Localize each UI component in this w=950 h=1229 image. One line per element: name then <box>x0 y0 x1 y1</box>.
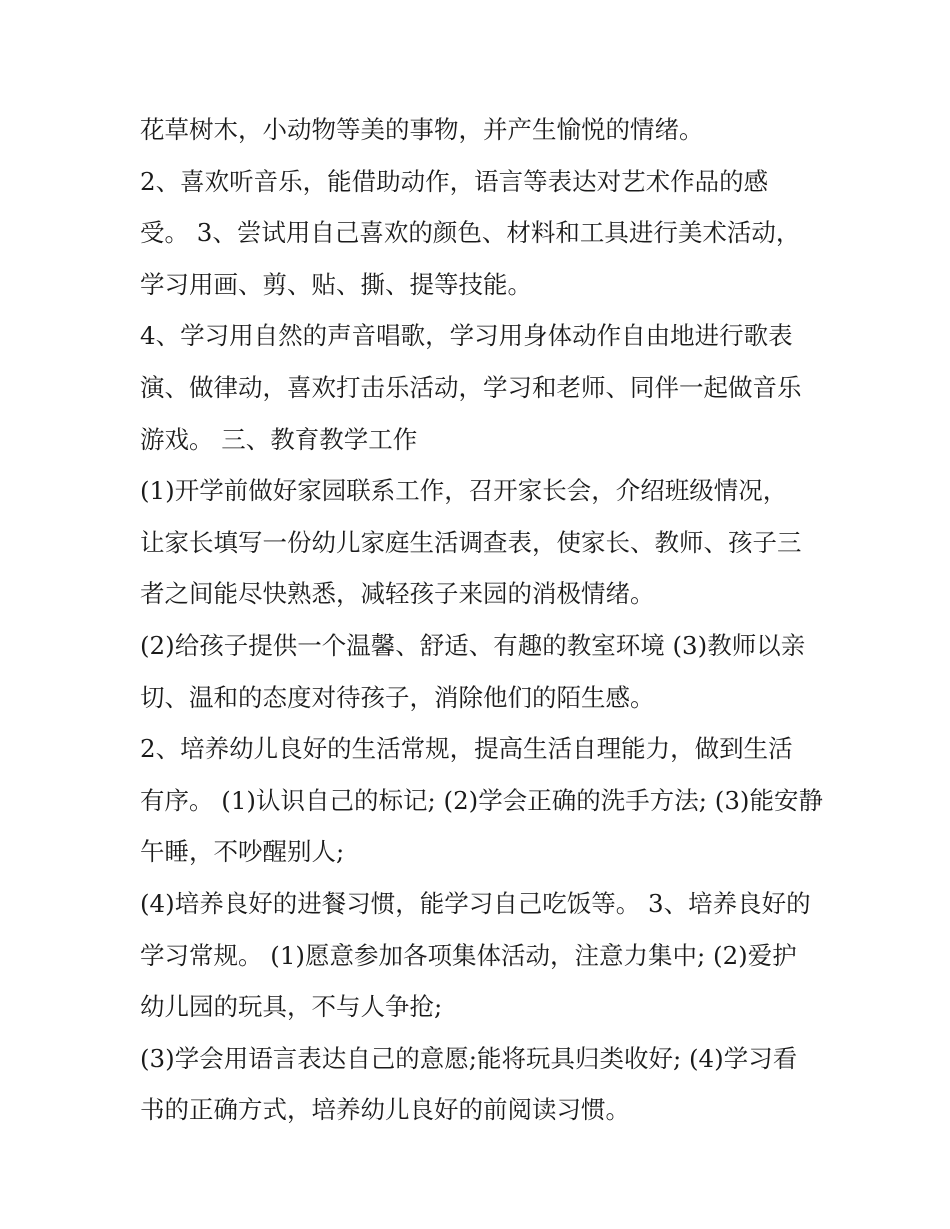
text-line: 幼儿园的玩具，不与人争抢; <box>140 992 443 1022</box>
text-line: 者之间能尽快熟悉，减轻孩子来园的消极情绪。 <box>140 579 655 609</box>
document-body <box>140 104 830 1136</box>
text-line: (4)培养良好的进餐习惯，能学习自己吃饭等。 3、培养良好的 <box>140 888 811 918</box>
text-line: 游戏。 三、教育教学工作 <box>140 424 418 454</box>
text-line: 学习常规。 (1)愿意参加各项集体活动，注意力集中; (2)爱护 <box>140 940 797 970</box>
text-line: 书的正确方式，培养幼儿良好的前阅读习惯。 <box>140 1095 630 1125</box>
text-line: 午睡，不吵醒别人; <box>140 837 345 867</box>
text-line: 切、温和的态度对待孩子，消除他们的陌生感。 <box>140 682 655 712</box>
text-line: 花草树木，小动物等美的事物，并产生愉悦的情绪。 <box>140 115 704 144</box>
text-line: (3)学会用语言表达自己的意愿;能将玩具归类收好; (4)学习看 <box>140 1043 798 1073</box>
text-line: 2、培养幼儿良好的生活常规，提高生活自理能力，做到生活 <box>140 734 793 764</box>
text-line: 2、喜欢听音乐，能借助动作，语言等表达对艺术作品的感 <box>140 166 769 196</box>
text-line: 学习用画、剪、贴、撕、提等技能。 <box>140 269 532 299</box>
text-line: 受。 3、尝试用自己喜欢的颜色、材料和工具进行美术活动， <box>140 218 801 248</box>
text-line: 演、做律动，喜欢打击乐活动，学习和老师、同伴一起做音乐 <box>140 372 802 402</box>
text-line: 4、学习用自然的声音唱歌，学习用身体动作自由地进行歌表 <box>140 321 793 351</box>
text-line: 有序。 (1)认识自己的标记; (2)学会正确的洗手方法; (3)能安静 <box>140 785 823 815</box>
text-line: (1)开学前做好家园联系工作，召开家长会，介绍班级情况， <box>140 476 788 506</box>
text-line: (2)给孩子提供一个温馨、舒适、有趣的教室环境 (3)教师以亲 <box>140 630 806 660</box>
text-line: 让家长填写一份幼儿家庭生活调查表，使家长、教师、孩子三 <box>140 527 802 557</box>
